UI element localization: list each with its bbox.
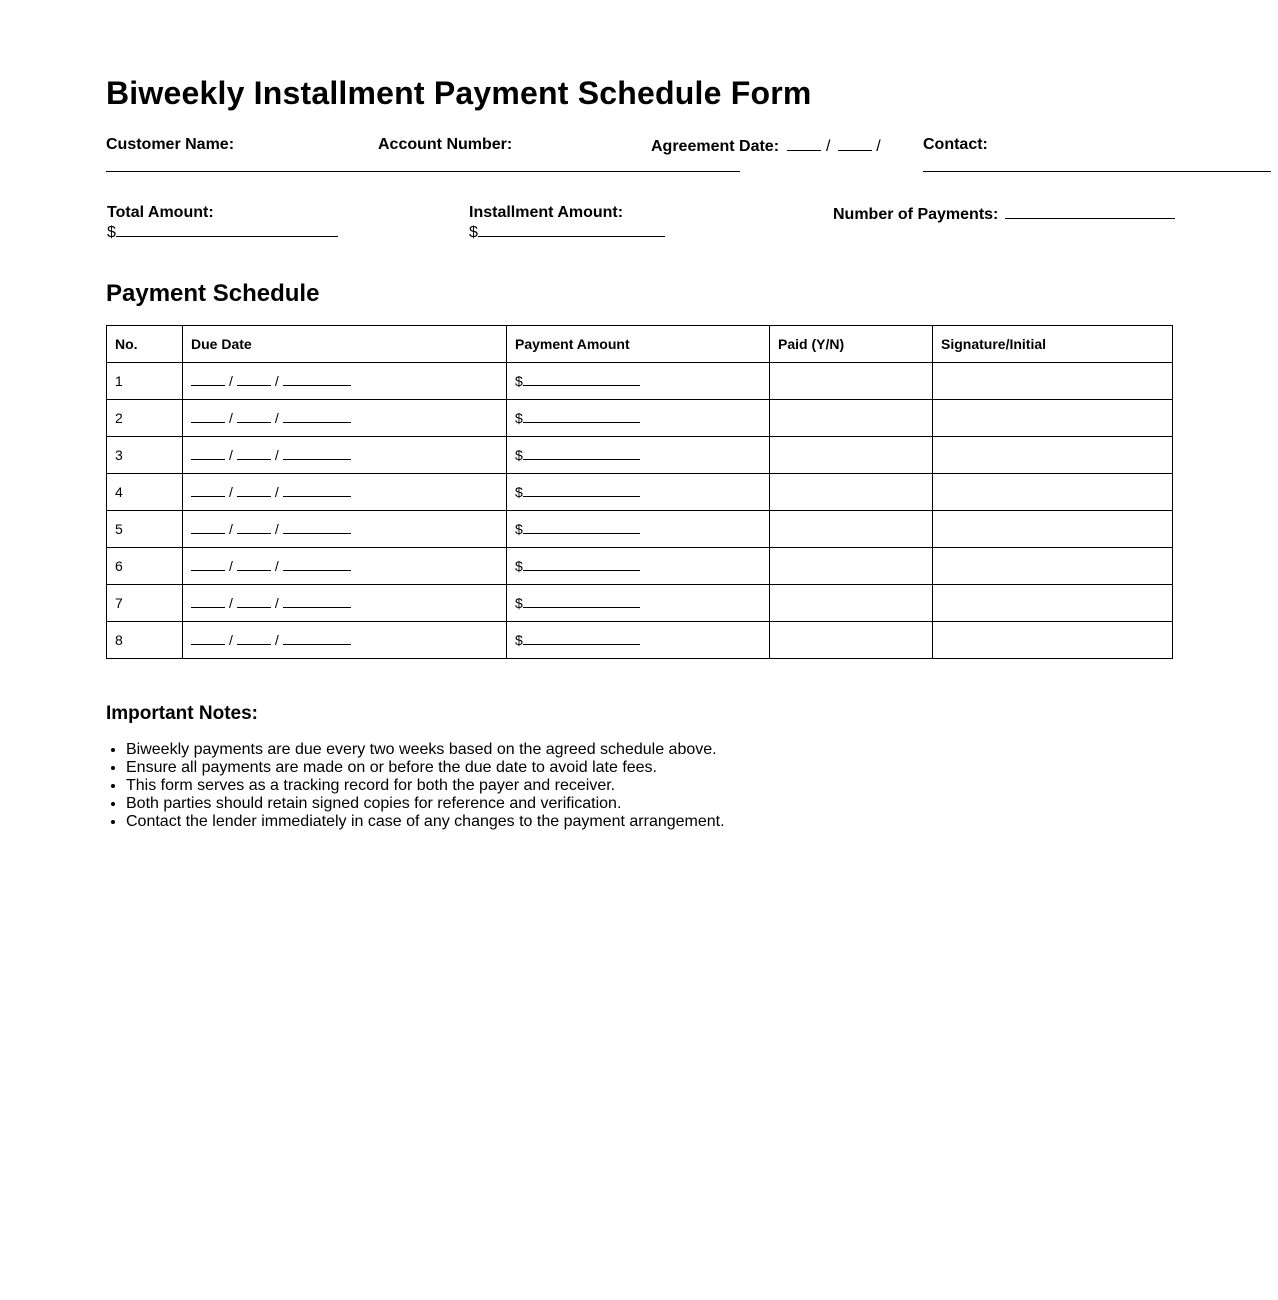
due-month-blank[interactable]	[191, 632, 225, 645]
row-number: 2	[107, 400, 183, 437]
contact-label: Contact:	[923, 136, 988, 153]
due-day-blank[interactable]	[237, 373, 271, 386]
payment-amount-blank[interactable]	[523, 484, 640, 497]
currency-symbol: $	[107, 224, 116, 241]
date-separator: /	[274, 373, 279, 389]
account-number-label: Account Number:	[378, 136, 513, 153]
table-row	[107, 437, 1173, 474]
payment-amount-blank[interactable]	[523, 632, 640, 645]
paid-cell[interactable]	[770, 474, 933, 511]
paid-cell[interactable]	[770, 622, 933, 659]
currency-symbol: $	[469, 224, 478, 241]
currency-symbol: $	[515, 373, 523, 389]
due-month-blank[interactable]	[191, 521, 225, 534]
signature-cell[interactable]	[933, 622, 1173, 659]
list-item: • Ensure all payments are made on or before the due date to avoid late fees.	[126, 759, 1026, 777]
customer-info-row	[106, 136, 1272, 176]
payment-schedule-table	[106, 325, 1173, 659]
due-date-cell[interactable]	[183, 548, 507, 585]
schedule-heading: Payment Schedule	[106, 280, 320, 307]
date-separator: /	[825, 138, 831, 155]
due-month-blank[interactable]	[191, 558, 225, 571]
total-amount-blank[interactable]	[116, 222, 338, 237]
payment-amount-blank[interactable]	[523, 410, 640, 423]
due-year-blank[interactable]	[283, 558, 351, 571]
due-date-cell[interactable]	[183, 363, 507, 400]
list-item: • This form serves as a tracking record for both the payer and receiver.	[126, 777, 1026, 795]
payment-amount-cell[interactable]	[507, 548, 770, 585]
due-year-blank[interactable]	[283, 447, 351, 460]
customer-account-underline[interactable]	[106, 171, 740, 172]
agreement-date-label: Agreement Date:	[651, 138, 780, 155]
due-date-cell[interactable]	[183, 511, 507, 548]
due-year-blank[interactable]	[283, 521, 351, 534]
date-separator: /	[229, 484, 233, 500]
date-separator: /	[274, 632, 279, 648]
signature-cell[interactable]	[933, 585, 1173, 622]
due-year-blank[interactable]	[283, 410, 351, 423]
due-month-blank[interactable]	[191, 410, 225, 423]
currency-symbol: $	[515, 410, 523, 426]
total-amount-field[interactable]	[107, 204, 338, 242]
column-header-payment-amount: Payment Amount	[507, 326, 770, 363]
row-number: 5	[107, 511, 183, 548]
currency-symbol: $	[515, 521, 523, 537]
row-number: 7	[107, 585, 183, 622]
list-item: • Contact the lender immediately in case of any changes to the payment arrangement.	[126, 813, 1026, 831]
signature-cell[interactable]	[933, 363, 1173, 400]
due-date-cell[interactable]	[183, 585, 507, 622]
agreement-date-field[interactable]	[651, 136, 881, 156]
signature-cell[interactable]	[933, 474, 1173, 511]
contact-underline[interactable]	[923, 171, 1271, 172]
table-row	[107, 474, 1173, 511]
row-number: 6	[107, 548, 183, 585]
due-date-cell[interactable]	[183, 400, 507, 437]
number-of-payments-field[interactable]	[833, 204, 1175, 224]
payment-amount-blank[interactable]	[523, 447, 640, 460]
table-row	[107, 622, 1173, 659]
date-separator: /	[229, 373, 233, 389]
due-date-cell[interactable]	[183, 474, 507, 511]
date-separator: /	[274, 595, 279, 611]
payment-amount-cell[interactable]	[507, 622, 770, 659]
paid-cell[interactable]	[770, 548, 933, 585]
form-title: Biweekly Installment Payment Schedule Form	[106, 75, 812, 111]
due-month-blank[interactable]	[191, 447, 225, 460]
currency-symbol: $	[515, 632, 523, 648]
table-row	[107, 400, 1173, 437]
date-separator: /	[274, 521, 279, 537]
number-of-payments-blank[interactable]	[1005, 204, 1175, 219]
number-of-payments-label: Number of Payments:	[833, 206, 999, 223]
column-header-due-date: Due Date	[183, 326, 507, 363]
due-year-blank[interactable]	[283, 373, 351, 386]
installment-amount-label: Installment Amount:	[469, 204, 624, 221]
row-number: 4	[107, 474, 183, 511]
installment-amount-blank[interactable]	[478, 222, 665, 237]
paid-cell[interactable]	[770, 437, 933, 474]
row-number: 1	[107, 363, 183, 400]
column-header-signature: Signature/Initial	[933, 326, 1173, 363]
column-header-paid: Paid (Y/N)	[770, 326, 933, 363]
signature-cell[interactable]	[933, 400, 1173, 437]
date-separator: /	[876, 138, 881, 155]
date-separator: /	[274, 410, 279, 426]
list-item: • Biweekly payments are due every two weeks based on the agreed schedule above.	[126, 741, 1026, 759]
due-day-blank[interactable]	[237, 410, 271, 423]
table-row	[107, 363, 1173, 400]
signature-cell[interactable]	[933, 511, 1173, 548]
payment-amount-cell[interactable]	[507, 511, 770, 548]
due-day-blank[interactable]	[237, 595, 271, 608]
payment-amount-blank[interactable]	[523, 595, 640, 608]
currency-symbol: $	[515, 447, 523, 463]
payment-amount-blank[interactable]	[523, 558, 640, 571]
payment-amount-cell[interactable]	[507, 363, 770, 400]
paid-cell[interactable]	[770, 511, 933, 548]
date-separator: /	[274, 447, 279, 463]
customer-name-label: Customer Name:	[106, 136, 235, 153]
paid-cell[interactable]	[770, 400, 933, 437]
due-month-blank[interactable]	[191, 484, 225, 497]
date-separator: /	[229, 595, 233, 611]
date-separator: /	[229, 632, 233, 648]
payment-amount-cell[interactable]	[507, 585, 770, 622]
due-year-blank[interactable]	[283, 484, 351, 497]
date-separator: /	[274, 558, 279, 574]
payment-amount-cell[interactable]	[507, 400, 770, 437]
table-header-row	[107, 326, 1173, 363]
currency-symbol: $	[515, 595, 523, 611]
due-month-blank[interactable]	[191, 373, 225, 386]
due-year-blank[interactable]	[283, 632, 351, 645]
currency-symbol: $	[515, 558, 523, 574]
agreement-day-blank[interactable]	[838, 136, 872, 151]
total-amount-label: Total Amount:	[107, 204, 214, 221]
payment-amount-blank[interactable]	[523, 521, 640, 534]
payment-amount-cell[interactable]	[507, 437, 770, 474]
currency-symbol: $	[515, 484, 523, 500]
date-separator: /	[229, 521, 233, 537]
paid-cell[interactable]	[770, 585, 933, 622]
notes-list	[106, 741, 1026, 831]
table-row	[107, 511, 1173, 548]
signature-cell[interactable]	[933, 548, 1173, 585]
installment-amount-field[interactable]	[469, 204, 665, 242]
paid-cell[interactable]	[770, 363, 933, 400]
due-day-blank[interactable]	[237, 558, 271, 571]
date-separator: /	[229, 558, 233, 574]
due-day-blank[interactable]	[237, 447, 271, 460]
notes-heading: Important Notes:	[106, 703, 258, 724]
date-separator: /	[229, 410, 233, 426]
row-number: 3	[107, 437, 183, 474]
due-month-blank[interactable]	[191, 595, 225, 608]
list-item: • Both parties should retain signed copies for reference and verification.	[126, 795, 1026, 813]
due-day-blank[interactable]	[237, 484, 271, 497]
signature-cell[interactable]	[933, 437, 1173, 474]
table-row	[107, 548, 1173, 585]
table-row	[107, 585, 1173, 622]
date-separator: /	[229, 447, 233, 463]
due-date-cell[interactable]	[183, 437, 507, 474]
amounts-row	[106, 204, 1272, 244]
payment-amount-blank[interactable]	[523, 373, 640, 386]
due-day-blank[interactable]	[237, 632, 271, 645]
due-day-blank[interactable]	[237, 521, 271, 534]
date-separator: /	[274, 484, 279, 500]
due-year-blank[interactable]	[283, 595, 351, 608]
row-number: 8	[107, 622, 183, 659]
agreement-month-blank[interactable]	[787, 136, 821, 151]
column-header-no: No.	[107, 326, 183, 363]
due-date-cell[interactable]	[183, 622, 507, 659]
payment-amount-cell[interactable]	[507, 474, 770, 511]
